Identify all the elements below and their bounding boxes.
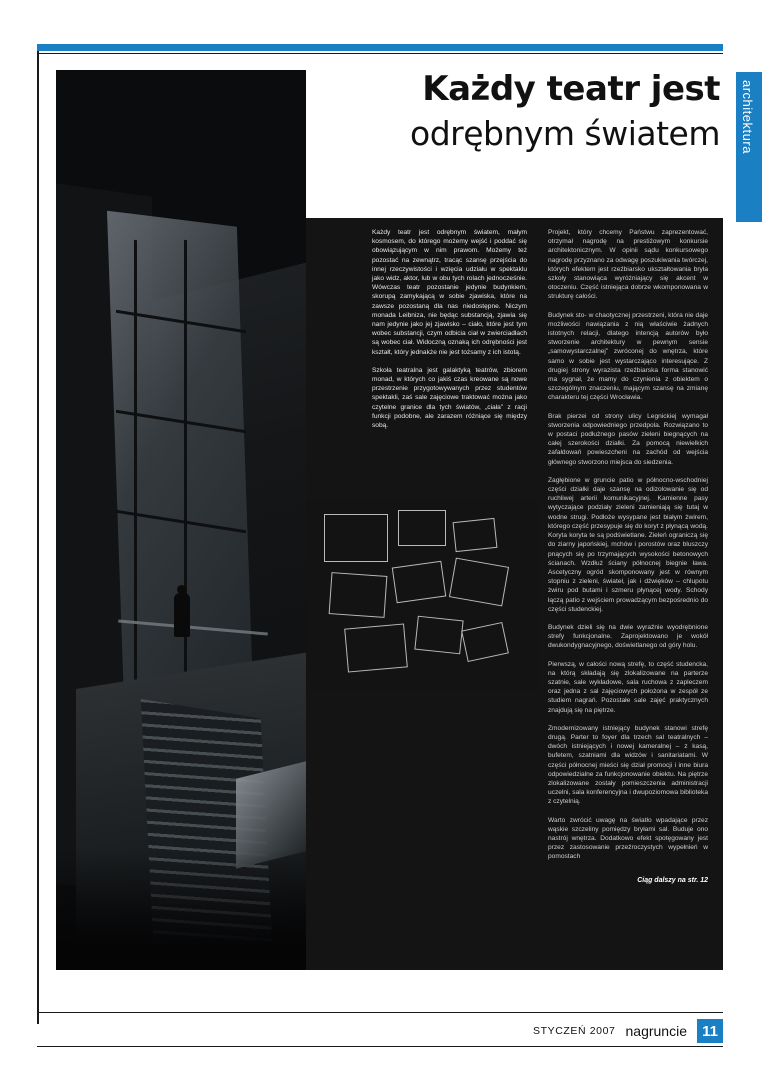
plan-shape xyxy=(324,514,388,562)
plan-shape xyxy=(392,561,447,604)
headline-line-2: odrębnym światem xyxy=(410,114,720,153)
photo-person-silhouette xyxy=(174,593,190,637)
continuation-note: Ciąg dalszy na str. 12 xyxy=(637,876,708,884)
headline-line-1: Każdy teatr jest xyxy=(422,69,720,109)
hero-photo xyxy=(56,70,306,970)
page-number-badge: 11 xyxy=(697,1019,723,1043)
top-accent-bar xyxy=(37,44,723,51)
plan-shape xyxy=(398,510,446,546)
plan-shape xyxy=(344,623,408,672)
page-footer xyxy=(430,1018,723,1044)
plan-shape xyxy=(461,622,509,662)
paragraph: Pierwszą, w całości nową strefę, to część studencka, na którą składają się zlokalizowane na parterze szatnie, sale wykładowe, sala ruchowa z zapleczem oraz jedna z sal zajęciowych położona w zespół ze studiem nagrań. Pozostałe sale zajęć praktycznych znajdują się na piętrze. xyxy=(548,660,708,714)
plan-shape xyxy=(414,616,463,655)
top-hairline-rule xyxy=(37,53,723,54)
paragraph: Zmodernizowany istniejący budynek stanowi strefę drugą. Parter to foyer dla trzech sal teatralnych – dwóch istniejących i nowej kameralnej – z kasą, bufetem, szatniami dla widzów i sanitariatami. W części północnej mieści się dział promocji i inne biura odpowiedzialne za funkcjonowanie obiektu. Na piętrze zlokalizowane zostały pomieszczenia administracji uczelni, sala konferencyjna i dwupoziomowa biblioteka z czytelnią. xyxy=(548,724,708,806)
article-column-2 xyxy=(372,228,527,439)
paragraph: Zagłębione w gruncie patio w północno-wschodniej części działki daje szansę na odizolowanie się od ruchliwej arterii komunikacyjnej. Kamienne pasy wytyczające podziały zieleni zamieniają się tutaj w wodne strugi. Podłoże wysypane jest białym żwirem, którego część przesypuje się do koryt z płynącą wodą. Koryta koryta te są podświetlane. Zieleń ograniczą się do ziarny japońskiej, mchów i porostów oraz bluszczy pnących się po trzymających wysokości betonowych ścianach. Wzdłuż ściany północnej biegnie ława. Ascetyczny ogród skomponowany jest w równym stopniu z zieleni, świateł, jak i dźwięków – chlupotu żwiru pod butami i szmeru płynącej wody. Schody łączą patio z wejściem prowadzącym bezpośrednio do części studenckiej. xyxy=(548,476,708,613)
paragraph: Brak pierzei od strony ulicy Legnickiej wymagał stworzenia odpowiedniego przedpola. Rozwiązano to w postaci podłużnego pasów zieleni biegnących na całej szerokości działki. Za pomocą niewielkich zafałdowań powieszcheni na zachód od wejścia głównego stworzono miejsca do siedzenia. xyxy=(548,412,708,466)
bottom-hairline-rule xyxy=(37,1046,723,1047)
photo-mullion xyxy=(184,240,187,740)
paragraph: Szkoła teatralna jest galaktyką teatrów, zbiorem monad, w których co jakiś czas kreowane są nowe przestrzenie przygotowywanych przez studentów spektakli, zaś sale zajęciowe traktować można jako czytelne granice dla tych światów, „ciała” z racji funkcji podobne, ale zarazem różniące się między sobą. xyxy=(372,366,527,430)
plan-shape xyxy=(449,558,509,607)
issue-date: STYCZEŃ 2007 xyxy=(533,1025,616,1037)
article-column-3 xyxy=(548,228,708,885)
paragraph: Budynek dzieli się na dwie wyraźnie wyodrębnione strefy funkcjonalne. Zaprojektowano je wokół dwukondygnacyjnego, doświetlanego od góry holu. xyxy=(548,623,708,650)
plan-shape xyxy=(453,518,498,552)
section-tab-label: architektura xyxy=(740,80,755,154)
section-tab xyxy=(736,72,762,222)
magazine-brand: nagruncie xyxy=(625,1023,687,1039)
page-title xyxy=(330,70,720,154)
photo-bottom-shadow xyxy=(56,850,306,970)
paragraph: Budynek sto- w chaotycznej przestrzeni, która nie daje możliwości nawiązania z nią właściwie żadnych istotnych relacji, dlatego intencją autorów było stworzenie architektury w pewnym sensie „samowystarczalnej” zwróconej do wnętrza, które samo w sobie jest wystarczająco interesujące. Z drugiej strony wyrazista rzeźbiarska forma stanowić ma sygnał, że mamy do czynienia z obiektem o szczególnym znaczeniu, mającym szansę na zmianę charakteru tej części Wrocławia. xyxy=(548,311,708,402)
footer-hairline-rule xyxy=(37,1012,723,1013)
paragraph: Projekt, który chcemy Państwu zaprezentować, otrzymał nagrodę na prestiżowym konkursie architektonicznym. W opinii sądu konkursowego nagrodę przyznano za odwagę poszukiwania twórczej, których efektem jest rzeźbiarsko ukształtowania bryła szkoły stanowiąca wyróżniający się akcent w otoczeniu. Część istniejąca dobrze wkomponowana w strukturę całości. xyxy=(548,229,708,301)
paragraph: Każdy teatr jest odrębnym światem, małym kosmosem, do którego możemy wejść i poddać się obowiązującym w nim prawom. Możemy też pozostać na zewnątrz, tracąc szansę przejścia do innej rzeczywistości i wzięcia udziału w spektaklu jako widz, aktor, lub w obu tych rolach jednocześnie. Wówczas teatr pozostanie jedynie budynkiem, skorupą zamykającą w sobie zjawiska, które na zawsze pozostaną dla nas niedostępne. Niczym monada Leibniza, nie będąc substancją, zjawia się nam jedynie jako jej zjawisko – ciało, które jest tym wobec substancji, czym odbicia ciał w zwierciadłach są wobec ciał. Widoczną oznaką ich odrębności jest kształt, który jednakże nie jest tożsamy z ich istotą. xyxy=(372,229,527,356)
paragraph: Warto zwrócić uwagę na światło wpadające przez wąskie szczeliny pomiędzy bryłami sal. Buduje ono nastrój wnętrza. Dodatkowo efekt spotęgowany jest przez zastosowanie przeźroczystych wypełnień w pomostach xyxy=(548,816,708,861)
plan-shape xyxy=(329,572,388,618)
left-vertical-rule xyxy=(37,44,39,1024)
floor-plan-drawing xyxy=(306,500,538,690)
